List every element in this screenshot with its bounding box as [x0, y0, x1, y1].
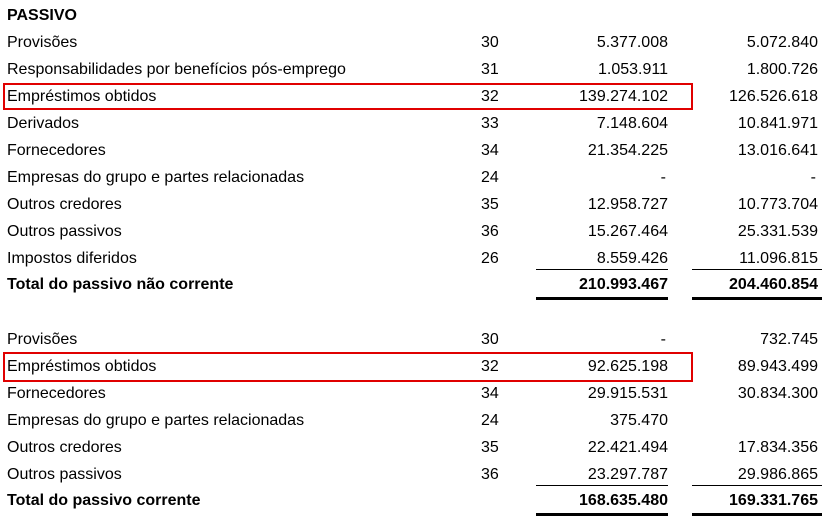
row-label: Impostos diferidos	[7, 250, 137, 267]
row-label: Empréstimos obtidos	[7, 88, 157, 105]
row-note: 36	[481, 466, 499, 483]
table-row	[0, 138, 828, 165]
row-label: Outros credores	[7, 439, 122, 456]
total-rule-col1	[536, 297, 668, 300]
table-row	[0, 192, 828, 219]
table-row	[0, 57, 828, 84]
subtotal-rule-col1	[536, 485, 668, 486]
row-note: 31	[481, 61, 499, 78]
row-value-current-year: 29.915.531	[587, 385, 668, 402]
row-value-current-year: 8.559.426	[596, 250, 668, 267]
row-note: 36	[481, 223, 499, 240]
row-note: 24	[481, 412, 499, 429]
table-row	[0, 111, 828, 138]
total-rule-col2	[692, 513, 822, 516]
row-note: 33	[481, 115, 499, 132]
total-row	[0, 488, 828, 515]
row-value-current-year: 15.267.464	[587, 223, 668, 240]
row-value-prior-year: 732.745	[760, 331, 818, 348]
row-label: Provisões	[7, 331, 78, 348]
total-value-prior-year: 204.460.854	[729, 276, 818, 293]
total-rule-col1	[536, 513, 668, 516]
row-label: Derivados	[7, 115, 80, 132]
total-value-current-year: 168.635.480	[579, 492, 668, 509]
total-label: Total do passivo não corrente	[7, 276, 234, 293]
row-note: 35	[481, 196, 499, 213]
row-label: Empréstimos obtidos	[7, 358, 157, 375]
table-row	[0, 381, 828, 408]
row-label: Outros passivos	[7, 466, 122, 483]
row-value-current-year: 92.625.198	[587, 358, 668, 375]
subtotal-rule-col2	[692, 485, 822, 486]
row-label: Responsabilidades por benefícios pós-emprego	[7, 61, 346, 78]
row-value-current-year: 21.354.225	[587, 142, 668, 159]
highlight-box-non-current-loans	[3, 83, 693, 110]
row-value-current-year: 22.421.494	[587, 439, 668, 456]
subtotal-rule-col2	[692, 269, 822, 270]
table-row	[0, 165, 828, 192]
row-value-prior-year: 11.096.815	[739, 250, 818, 267]
table-row	[0, 435, 828, 462]
row-label: Provisões	[7, 34, 78, 51]
total-value-prior-year: 169.331.765	[729, 492, 818, 509]
row-value-prior-year: 30.834.300	[737, 385, 818, 402]
row-value-prior-year: 17.834.356	[737, 439, 818, 456]
row-value-prior-year: 29.986.865	[737, 466, 818, 483]
row-note: 34	[481, 385, 499, 402]
row-note: 34	[481, 142, 499, 159]
row-value-prior-year: 89.943.499	[737, 358, 818, 375]
row-value-prior-year: 13.016.641	[737, 142, 818, 159]
row-note: 32	[481, 358, 499, 375]
row-label: Fornecedores	[7, 385, 106, 402]
total-value-current-year: 210.993.467	[579, 276, 668, 293]
section-title	[0, 3, 828, 30]
section-title-text: PASSIVO	[7, 7, 77, 24]
row-value-current-year: 1.053.911	[598, 61, 668, 78]
row-value-current-year: -	[660, 331, 666, 348]
row-note: 30	[481, 331, 499, 348]
row-value-prior-year: 10.841.971	[737, 115, 818, 132]
table-row	[0, 30, 828, 57]
row-value-current-year: 139.274.102	[579, 88, 668, 105]
row-note: 32	[481, 88, 499, 105]
row-value-prior-year: 1.800.726	[746, 61, 818, 78]
row-value-current-year: 375.470	[610, 412, 668, 429]
row-value-current-year: -	[660, 169, 666, 186]
table-row	[0, 219, 828, 246]
subtotal-rule-col1	[536, 269, 668, 270]
row-note: 26	[481, 250, 499, 267]
row-value-current-year: 12.958.727	[587, 196, 668, 213]
total-rule-col2	[692, 297, 822, 300]
row-value-prior-year: 10.773.704	[737, 196, 818, 213]
row-value-prior-year: 25.331.539	[737, 223, 818, 240]
row-value-current-year: 23.297.787	[587, 466, 668, 483]
row-value-prior-year: -	[810, 169, 816, 186]
highlight-box-current-loans	[3, 352, 693, 382]
total-label: Total do passivo corrente	[7, 492, 201, 509]
row-label: Fornecedores	[7, 142, 106, 159]
row-label: Outros credores	[7, 196, 122, 213]
row-value-current-year: 7.148.604	[596, 115, 668, 132]
table-row	[0, 327, 828, 354]
row-value-prior-year: 5.072.840	[746, 34, 818, 51]
row-value-current-year: 5.377.008	[596, 34, 668, 51]
row-label: Empresas do grupo e partes relacionadas	[7, 412, 305, 429]
row-value-prior-year: 126.526.618	[729, 88, 818, 105]
row-label: Outros passivos	[7, 223, 122, 240]
row-note: 35	[481, 439, 499, 456]
table-row	[0, 408, 828, 435]
row-note: 24	[481, 169, 499, 186]
total-row	[0, 272, 828, 299]
row-label: Empresas do grupo e partes relacionadas	[7, 169, 305, 186]
row-note: 30	[481, 34, 499, 51]
